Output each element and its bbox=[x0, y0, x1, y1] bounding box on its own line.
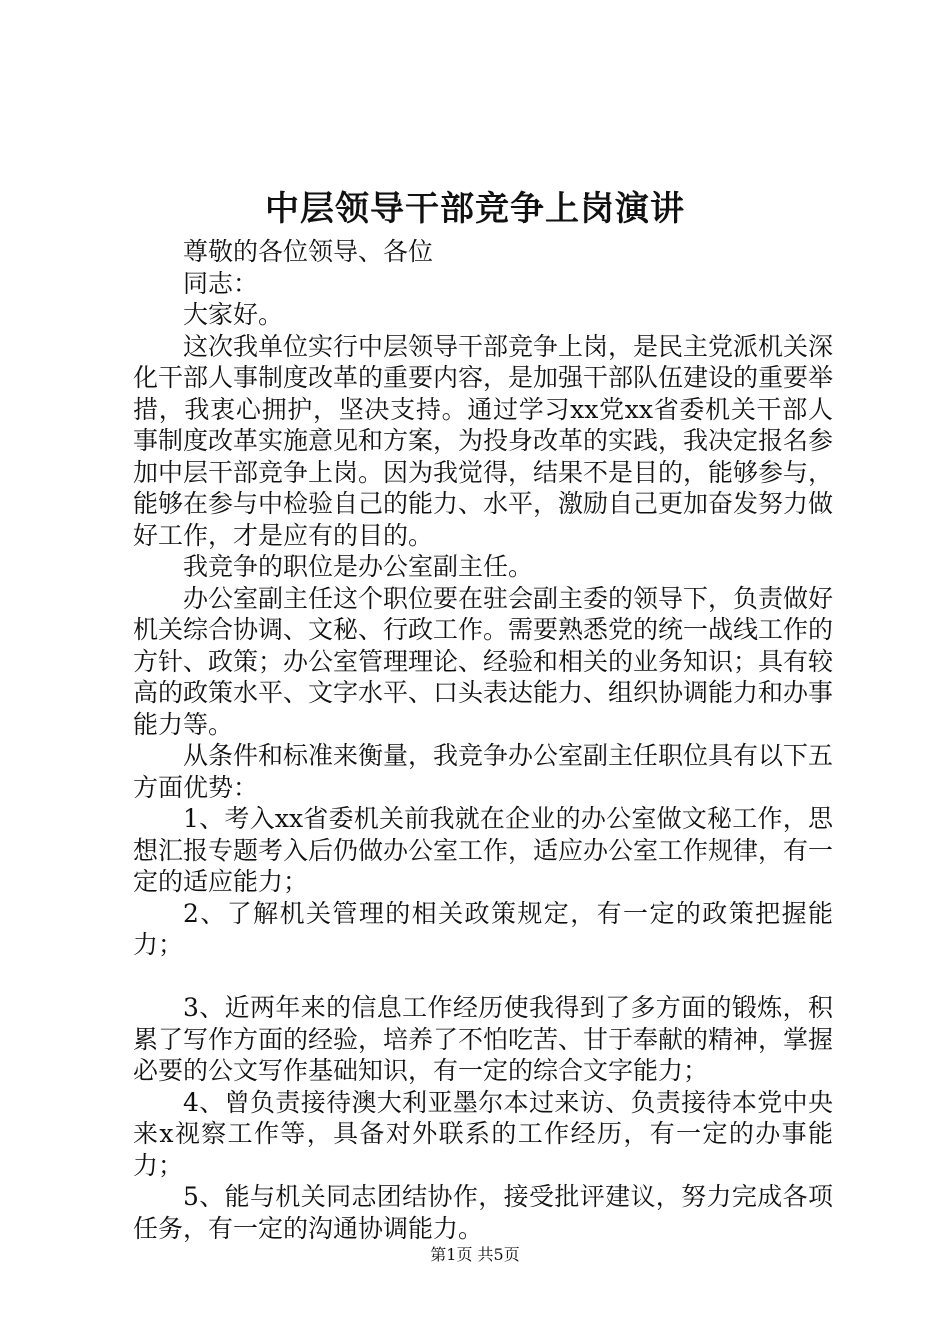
document-title: 中层领导干部竞争上岗演讲 bbox=[265, 189, 685, 229]
list-item-1: 1、考入xx省委机关前我就在企业的办公室做文秘工作，思想汇报专题考入后仍做办公室工作，适应办公室工作规律，有一定的适应能力； bbox=[133, 804, 834, 896]
salutation-line-2: 同志： bbox=[183, 268, 259, 298]
list-item-2: 2、了解机关管理的相关政策规定，有一定的政策把握能力； bbox=[133, 898, 833, 959]
paragraph-position: 我竞争的职位是办公室副主任。 bbox=[183, 552, 534, 581]
salutation-line-1: 尊敬的各位领导、各位 bbox=[183, 237, 434, 266]
paragraph-advantages: 从条件和标准来衡量，我竞争办公室副主任职位具有以下五方面优势： bbox=[133, 741, 834, 802]
paragraph-duties: 办公室副主任这个职位要在驻会副主委的领导下，负责做好机关综合协调、文秘、行政工作。需要熟悉党的统一战线工作的方针、政策；办公室管理理论、经验和相关的业务知识；具有较高的政策水平、文字水平、口头表达能力、组织协调能力和办事能力等。 bbox=[133, 583, 834, 739]
page-footer: 第1页 共5页 bbox=[430, 1245, 520, 1264]
document-body bbox=[133, 236, 833, 1244]
paragraph-intro: 这次我单位实行中层领导干部竞争上岗，是民主党派机关深化干部人事制度改革的重要内容，是加强干部队伍建设的重要举措，我衷心拥护，坚决支持。通过学习xx党xx省委机关干部人事制度改革实施意见和方案，为投身改革的实践，我决定报名参加中层干部竞争上岗。因为我觉得，结果不是目的，能够参与，能够在参与中检验自己的能力、水平，激励自己更加奋发努力做好工作，才是应有的目的。 bbox=[133, 331, 834, 550]
list-item-4: 4、曾负责接待澳大利亚墨尔本过来访、负责接待本党中央来x视察工作等，具备对外联系的工作经历，有一定的办事能力； bbox=[133, 1087, 833, 1180]
list-item-3: 3、近两年来的信息工作经历使我得到了多方面的锻炼，积累了写作方面的经验，培养了不怕吃苦、甘于奉献的精神，掌握必要的公文写作基础知识，有一定的综合文字能力； bbox=[133, 993, 834, 1085]
greeting: 大家好。 bbox=[183, 300, 284, 329]
list-item-5: 5、能与机关同志团结协作，接受批评建议，努力完成各项任务，有一定的沟通协调能力。 bbox=[133, 1182, 833, 1243]
